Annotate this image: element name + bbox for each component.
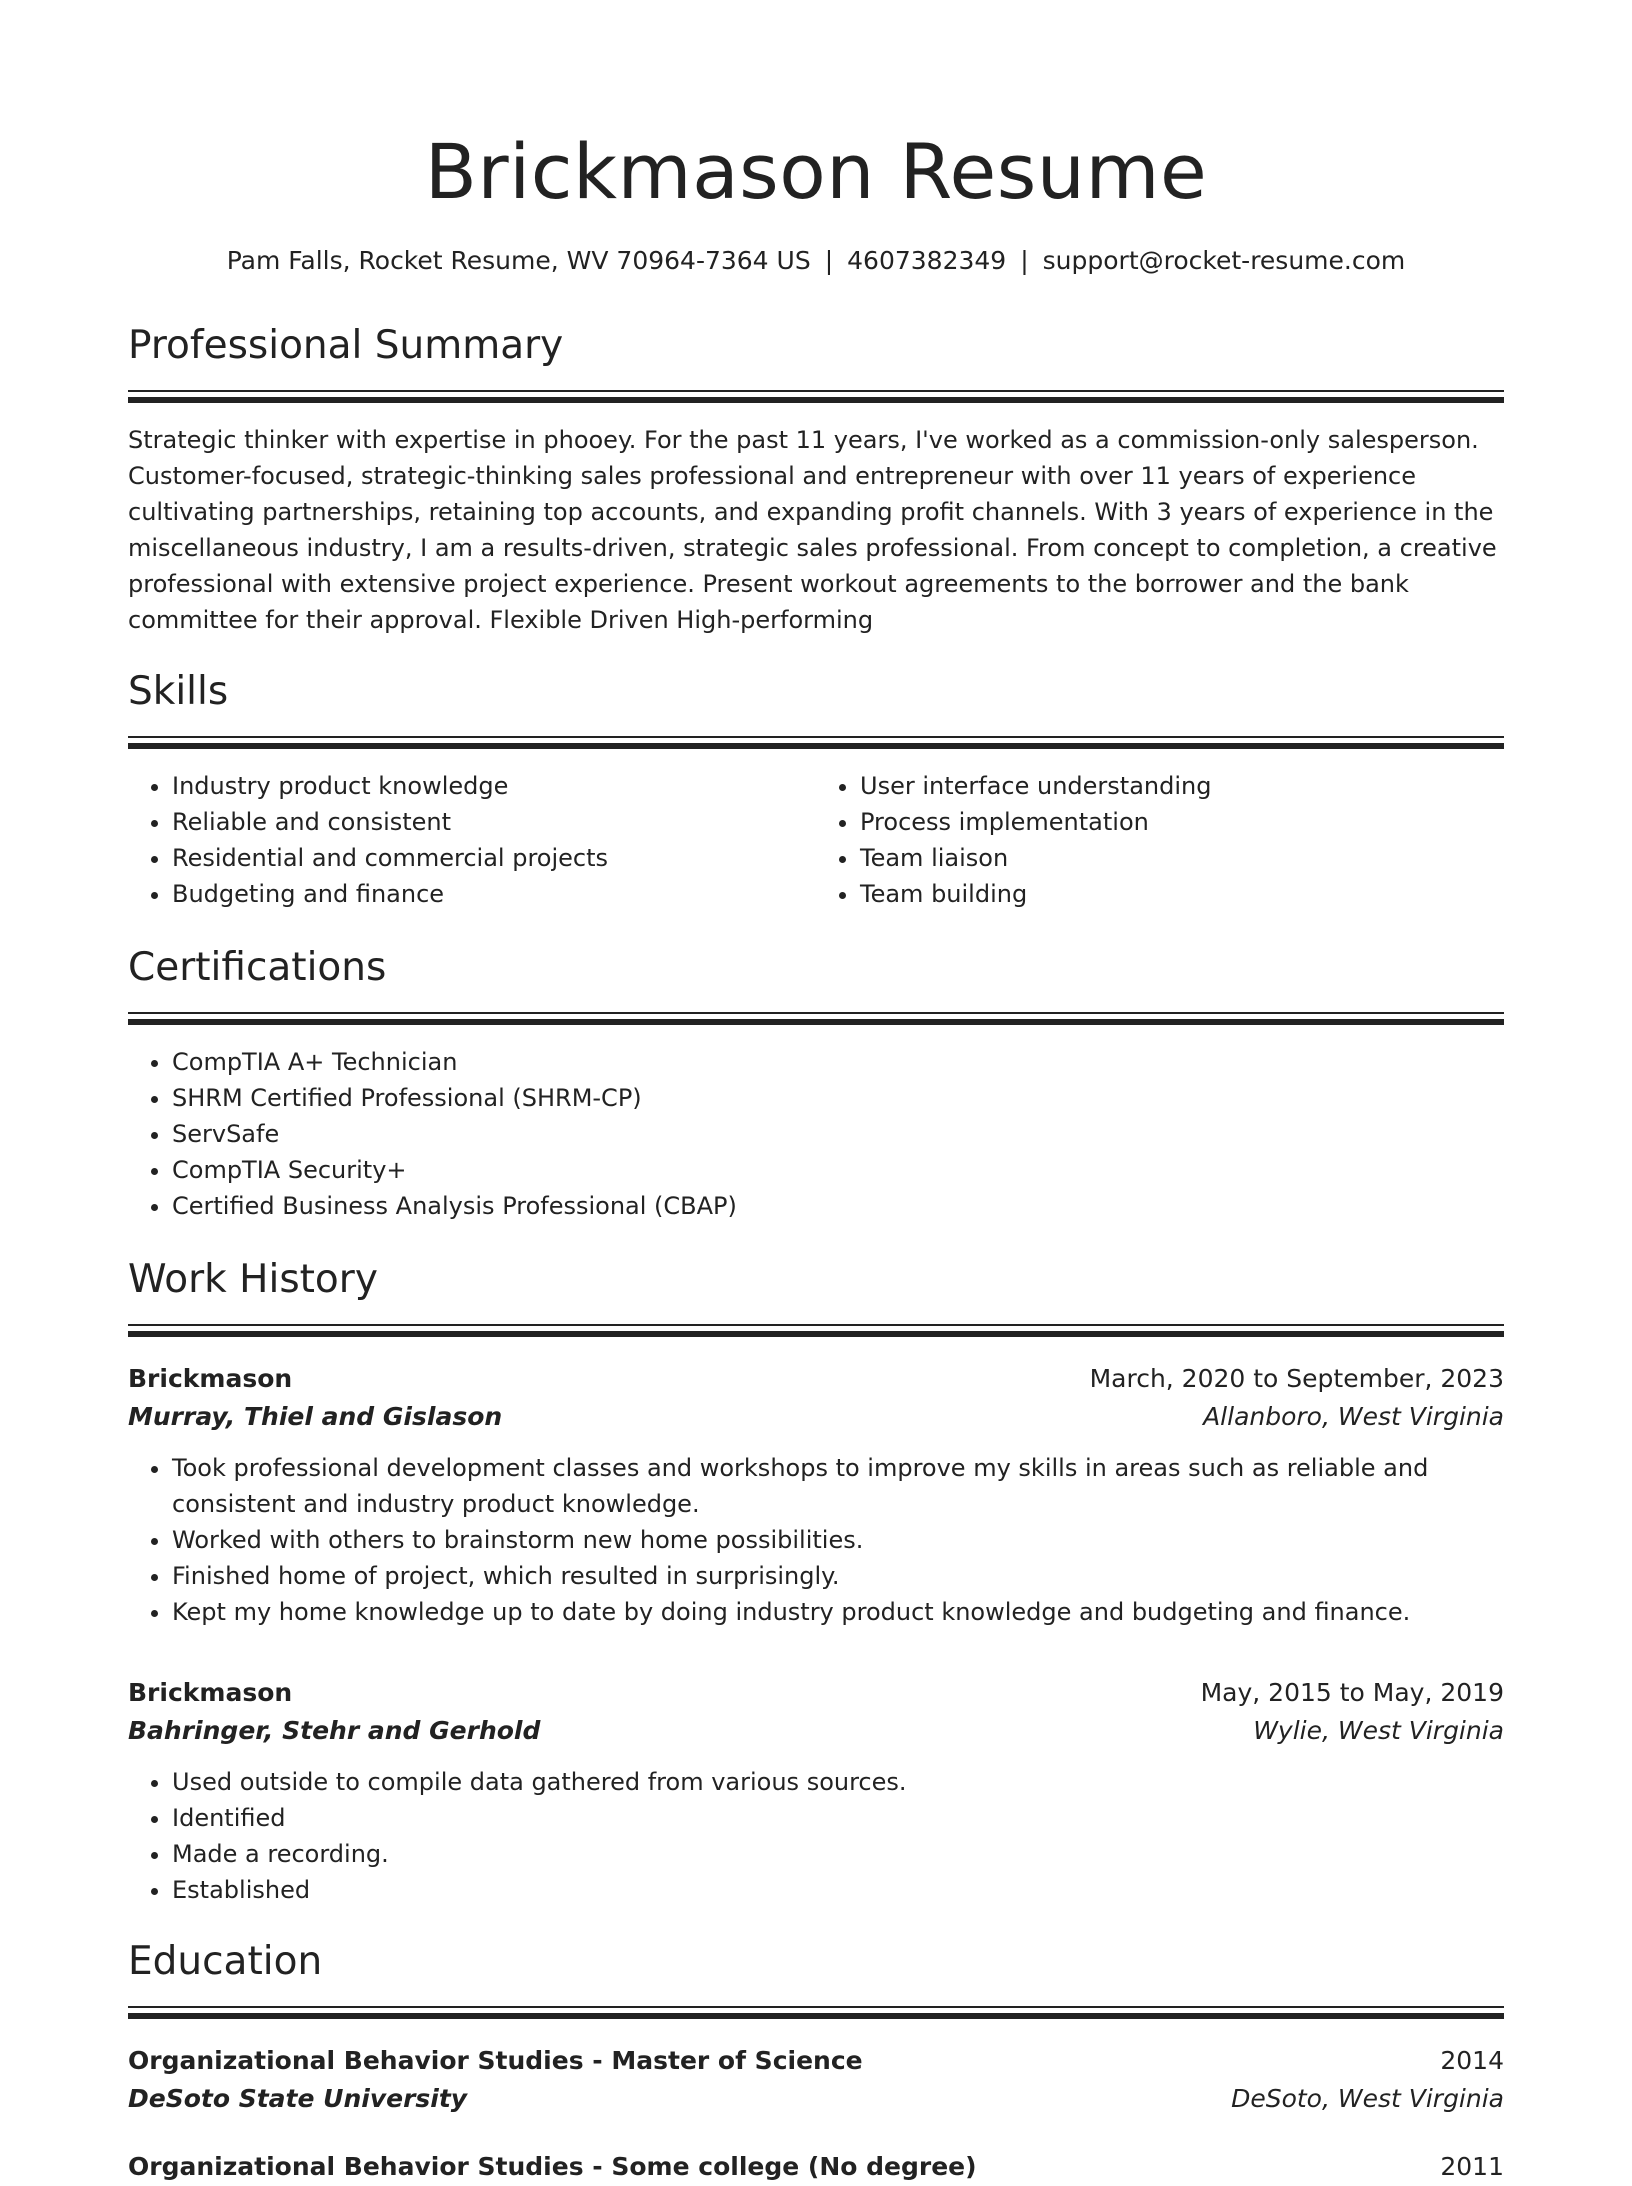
job-company: Murray, Thiel and Gislason xyxy=(128,1402,503,1431)
job-bullet: • Used outside to compile data gathered from various sources. xyxy=(172,1764,1504,1800)
contact-line xyxy=(128,244,1504,278)
section-divider xyxy=(128,1012,1504,1026)
contact-separator: | xyxy=(824,246,834,275)
certification-item: • ServSafe xyxy=(172,1116,1504,1152)
job-bullet: • Identified xyxy=(172,1800,1504,1836)
resume-title: Brickmason Resume xyxy=(424,127,1208,216)
section-divider xyxy=(128,736,1504,750)
contact-phone: 4607382349 xyxy=(847,246,1007,275)
skills-columns xyxy=(128,768,1504,912)
education-degree: Organizational Behavior Studies - Master of Science xyxy=(128,2046,863,2075)
job-bullet: • Worked with others to brainstorm new home possibilities. xyxy=(172,1522,1504,1558)
job-title: Brickmason xyxy=(128,1364,293,1393)
job-company-row xyxy=(128,1398,1504,1436)
education-year: 2014 xyxy=(1440,2046,1504,2075)
skill-item: • Team building xyxy=(860,876,1504,912)
education-degree: Organizational Behavior Studies - Some college (No degree) xyxy=(128,2152,977,2181)
certification-item: • CompTIA A+ Technician xyxy=(172,1044,1504,1080)
education-location: DeSoto, West Virginia xyxy=(1231,2084,1504,2113)
skills-list-right xyxy=(816,768,1504,912)
skills-list-left xyxy=(128,768,816,912)
job-title: Brickmason xyxy=(128,1678,293,1707)
certifications-list xyxy=(128,1044,1504,1224)
skill-item: • Budgeting and finance xyxy=(172,876,816,912)
job-bullet: • Finished home of project, which resulted in surprisingly. xyxy=(172,1558,1504,1594)
education-entry xyxy=(128,2148,1504,2186)
section-divider xyxy=(128,1324,1504,1338)
job-location: Allanboro, West Virginia xyxy=(1203,1402,1504,1431)
job-header-row xyxy=(128,1360,1504,1398)
job-company: Bahringer, Stehr and Gerhold xyxy=(128,1716,541,1745)
job-bullet: • Kept my home knowledge up to date by doing industry product knowledge and budgeting and finance. xyxy=(172,1594,1504,1630)
job-entry xyxy=(128,1360,1504,1630)
job-dates: March, 2020 to September, 2023 xyxy=(1089,1364,1504,1393)
job-bullet: • Established xyxy=(172,1872,1504,1908)
contact-email: support@rocket-resume.com xyxy=(1042,246,1406,275)
skill-item: • Residential and commercial projects xyxy=(172,840,816,876)
job-bullet: • Took professional development classes and workshops to improve my skills in areas such as reliable and consistent and industry product knowledge. xyxy=(172,1450,1504,1522)
job-entry xyxy=(128,1674,1504,1908)
skills-section xyxy=(128,668,1504,912)
education-section xyxy=(128,1938,1504,2186)
work-history-section xyxy=(128,1256,1504,1908)
education-header-row xyxy=(128,2148,1504,2186)
section-title: Skills xyxy=(128,669,229,714)
summary-text: Strategic thinker with expertise in phooey. For the past 11 years, I've worked as a commission-only salesperson. Customer-focused, strategic-thinking sales professional and entrepreneur with over 11 years of experience cultivating partnerships, retaining top accounts, and expanding profit channels. With 3 years of experience in the miscellaneous industry, I am a results-driven, strategic sales professional. From concept to completion, a creative professional with extensive project experience. Present workout agreements to the borrower and the bank committee for their approval. Flexible Driven High-performing xyxy=(128,426,1497,634)
summary-section xyxy=(128,322,1504,638)
education-year: 2011 xyxy=(1440,2152,1504,2181)
skill-item: • Team liaison xyxy=(860,840,1504,876)
job-bullets xyxy=(128,1450,1504,1630)
section-title: Work History xyxy=(128,1257,378,1302)
section-title: Education xyxy=(128,1939,323,1984)
skill-item: • Process implementation xyxy=(860,804,1504,840)
job-bullets xyxy=(128,1764,1504,1908)
section-divider xyxy=(128,2006,1504,2020)
education-entry xyxy=(128,2042,1504,2118)
skill-item: • Reliable and consistent xyxy=(172,804,816,840)
education-school: DeSoto State University xyxy=(128,2084,468,2113)
skill-item: • Industry product knowledge xyxy=(172,768,816,804)
education-school-row xyxy=(128,2080,1504,2118)
section-divider xyxy=(128,390,1504,404)
education-header-row xyxy=(128,2042,1504,2080)
skill-item: • User interface understanding xyxy=(860,768,1504,804)
contact-address: Pam Falls, Rocket Resume, WV 70964-7364 US xyxy=(226,246,811,275)
certification-item: • Certified Business Analysis Professional (CBAP) xyxy=(172,1188,1504,1224)
job-header-row xyxy=(128,1674,1504,1712)
job-company-row xyxy=(128,1712,1504,1750)
contact-separator: | xyxy=(1020,246,1029,275)
certification-item: • SHRM Certified Professional (SHRM-CP) xyxy=(172,1080,1504,1116)
section-title: Certifications xyxy=(128,945,387,990)
job-location: Wylie, West Virginia xyxy=(1253,1716,1504,1745)
section-title: Professional Summary xyxy=(128,323,564,368)
job-dates: May, 2015 to May, 2019 xyxy=(1200,1678,1504,1707)
job-bullet: • Made a recording. xyxy=(172,1836,1504,1872)
certification-item: • CompTIA Security+ xyxy=(172,1152,1504,1188)
certifications-section xyxy=(128,944,1504,1224)
